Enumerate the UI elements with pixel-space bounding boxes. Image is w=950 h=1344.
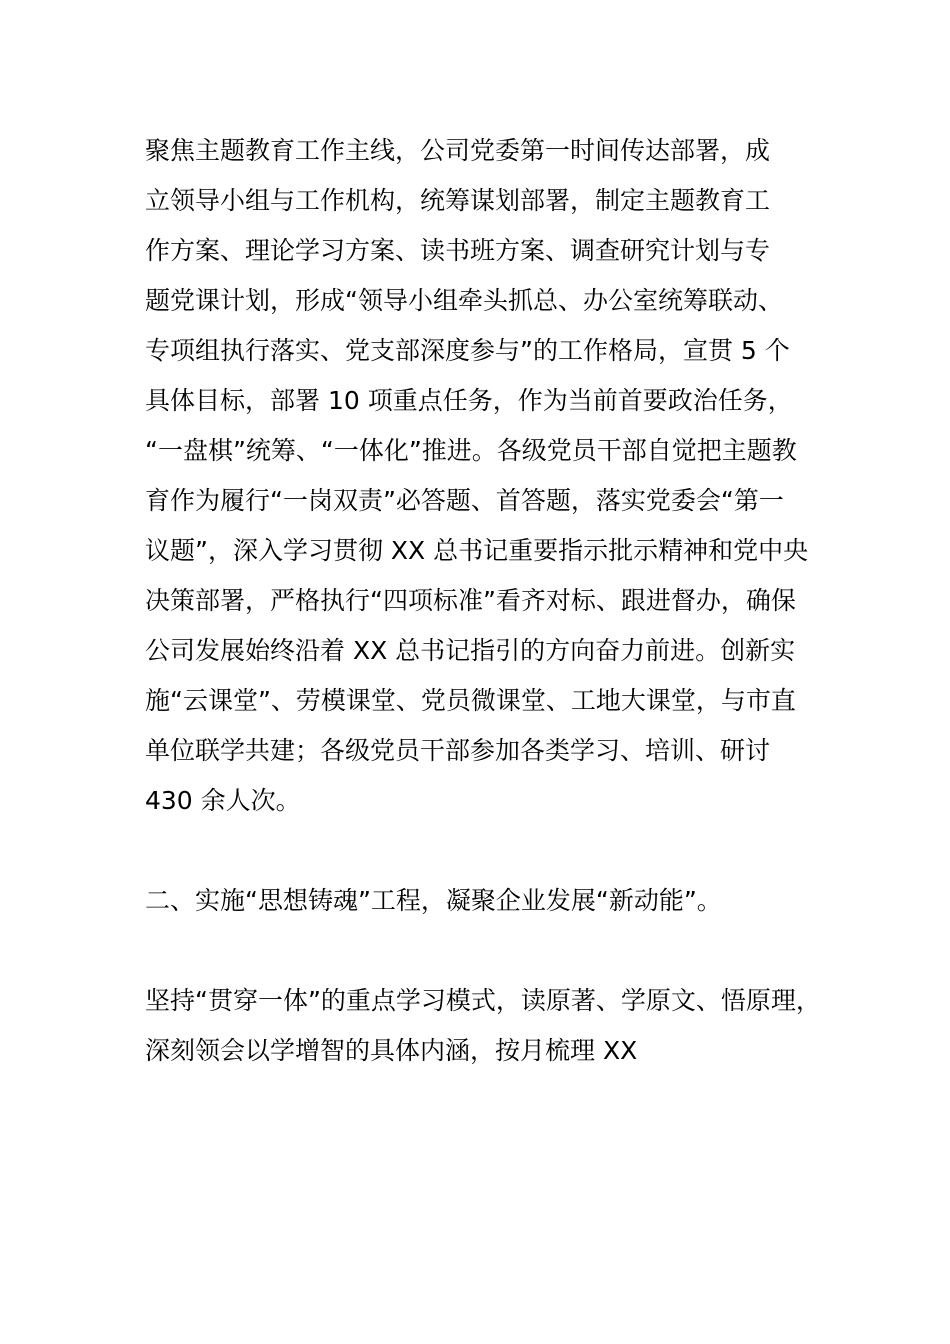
section-heading: 二、实施“思想铸魂”工程，凝聚企业发展“新动能”。 [145, 886, 722, 915]
text-line: 深刻领会以学增智的具体内涵，按月梳理 XX [145, 1036, 638, 1065]
text-line: 作方案、理论学习方案、读书班方案、调查研究计划与专 [145, 236, 771, 265]
text-line: 题党课计划，形成“领导小组牵头抓总、办公室统筹联动、 [145, 286, 783, 315]
text-line: 决策部署，严格执行“四项标准”看齐对标、跟进督办，确保 [145, 586, 796, 615]
paragraph-2 [145, 976, 835, 1076]
text-line: 议题”，深入学习贯彻 XX 总书记重要指示批示精神和党中央 [145, 536, 809, 565]
paragraph-spacer [145, 926, 835, 976]
text-line: “一盘棋”统筹、“一体化”推进。各级党员干部自觉把主题教 [145, 436, 797, 465]
text-line: 坚持“贯穿一体”的重点学习模式，读原著、学原文、悟原理， [145, 986, 821, 1015]
text-line: 聚焦主题教育工作主线，公司党委第一时间传达部署，成 [145, 136, 771, 165]
paragraph-spacer [145, 826, 835, 876]
paragraph-1 [145, 126, 835, 826]
text-line: 育作为履行“一岗双责”必答题、首答题，落实党委会“第一 [145, 486, 784, 515]
text-line: 立领导小组与工作机构，统筹谋划部署，制定主题教育工 [145, 186, 771, 215]
document-body [145, 126, 835, 1076]
text-line: 专项组执行落实、党支部深度参与”的工作格局，宣贯 5 个 [145, 336, 790, 365]
text-line: 430 余人次。 [145, 786, 301, 815]
text-line: 具体目标，部署 10 项重点任务，作为当前首要政治任务， [145, 386, 793, 415]
text-line: 单位联学共建；各级党员干部参加各类学习、培训、研讨 [145, 736, 771, 765]
text-line: 公司发展始终沿着 XX 总书记指引的方向奋力前进。创新实 [145, 636, 796, 665]
text-line: 施“云课堂”、劳模课堂、党员微课堂、工地大课堂，与市直 [145, 686, 796, 715]
